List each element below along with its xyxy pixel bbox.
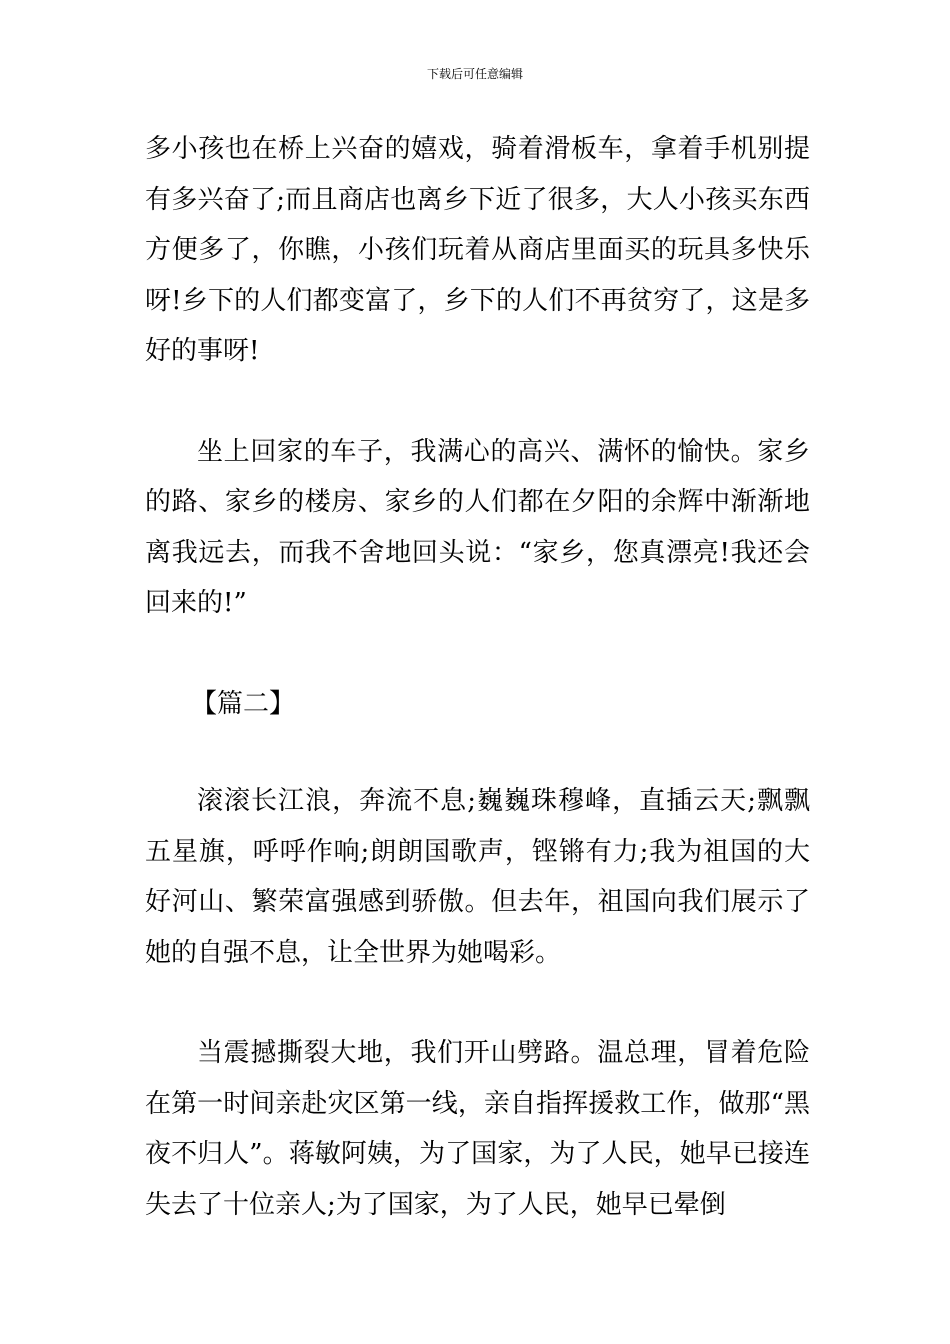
paragraph-4: 当震撼撕裂大地，我们开山劈路。温总理，冒着危险在第一时间亲赴灾区第一线，亲自指挥援救工作，做那“黑夜不归人”。蒋敏阿姨，为了国家，为了人民，她早已接连失去了十位亲人;为了国家，为了人民，她早已晕倒 <box>145 1038 810 1220</box>
document-body <box>145 124 810 1230</box>
page-header: 下载后可任意编辑 <box>426 67 523 81</box>
paragraph-gap <box>145 729 810 776</box>
paragraph-gap <box>145 629 810 679</box>
paragraph-3: 滚滚长江浪，奔流不息;巍巍珠穆峰，直插云天;飘飘五星旗，呼呼作响;朗朗国歌声，铿锵有力;我为祖国的大好河山、繁荣富强感到骄傲。但去年，祖国向我们展示了她的自强不息，让全世界为她喝彩。 <box>145 786 810 968</box>
paragraph-1: 多小孩也在桥上兴奋的嬉戏，骑着滑板车，拿着手机别提有多兴奋了;而且商店也离乡下近了很多，大人小孩买东西方便多了，你瞧，小孩们玩着从商店里面买的玩具多快乐呀!乡下的人们都变富了，乡下的人们不再贫穷了，这是多好的事呀! <box>145 134 810 366</box>
paragraph-gap <box>145 978 810 1028</box>
section-title: 【篇二】 <box>191 688 296 719</box>
paragraph-gap <box>145 377 810 427</box>
paragraph-2: 坐上回家的车子，我满心的高兴、满怀的愉快。家乡的路、家乡的楼房、家乡的人们都在夕阳的余辉中渐渐地离我远去，而我不舍地回头说：“家乡，您真漂亮!我还会回来的!” <box>145 436 810 618</box>
